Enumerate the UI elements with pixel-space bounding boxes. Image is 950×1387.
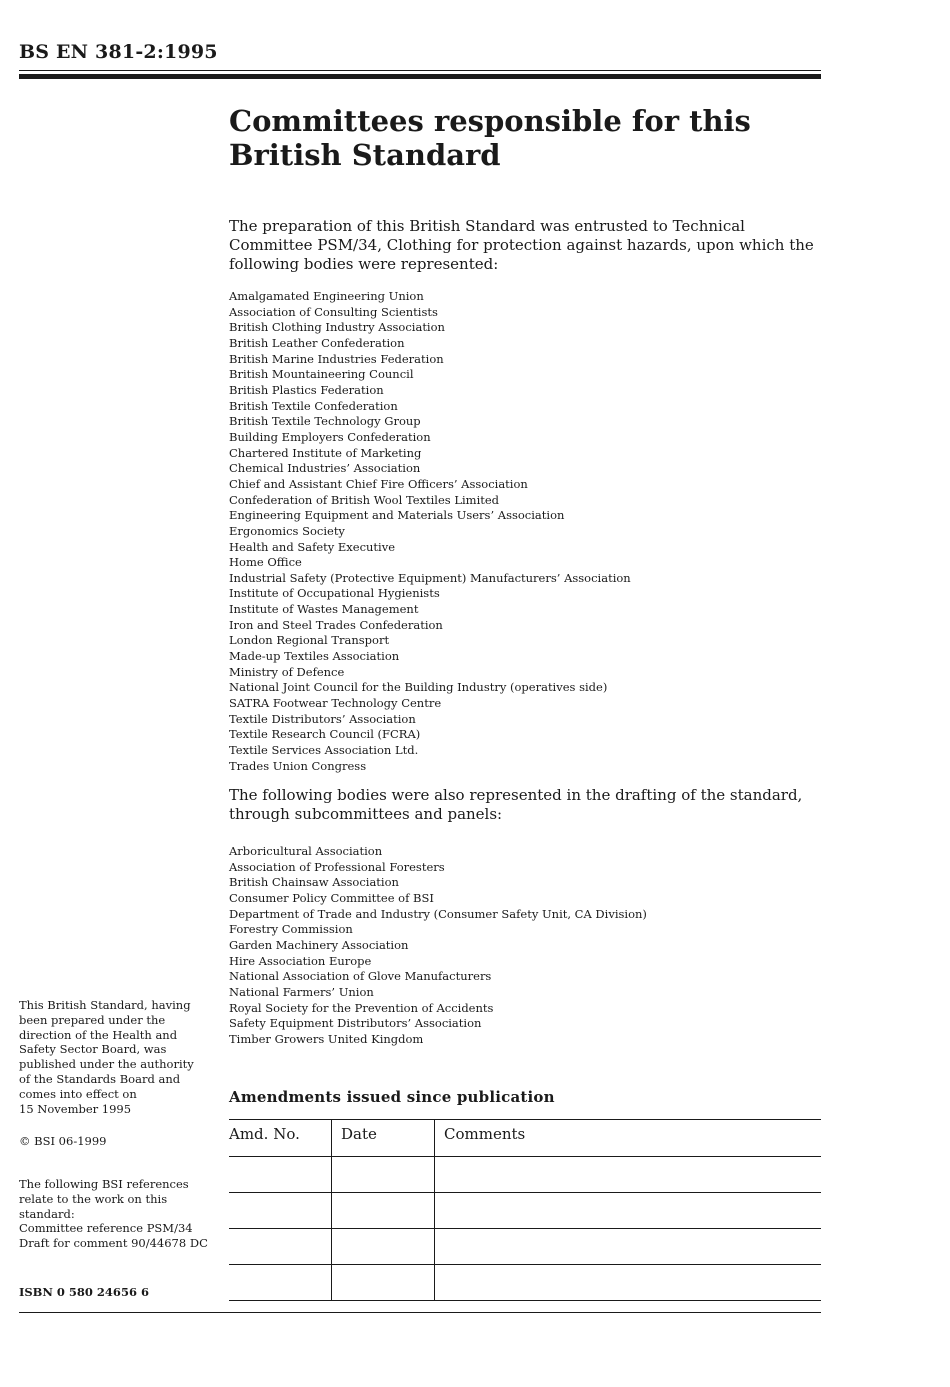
list-item: Department of Trade and Industry (Consumer Safety Unit, CA Division) (229, 906, 647, 921)
publication-note-line: direction of the Health and (19, 1027, 178, 1042)
list-item: Forestry Commission (229, 922, 353, 937)
list-item: National Association of Glove Manufacturers (229, 969, 492, 984)
list-item: Textile Services Association Ltd. (229, 743, 419, 758)
list-item: Institute of Wastes Management (229, 602, 419, 617)
list-item: Health and Safety Executive (229, 539, 396, 554)
list-item: Garden Machinery Association (229, 937, 409, 952)
isbn: ISBN 0 580 24656 6 (19, 1285, 149, 1299)
list-item: SATRA Footwear Technology Centre (229, 696, 442, 711)
list-item: National Farmers’ Union (229, 984, 374, 999)
footer-rule (19, 1312, 821, 1313)
list-item: Safety Equipment Distributors’ Association (229, 1016, 482, 1031)
list-item: Association of Consulting Scientists (229, 304, 438, 319)
list-item: Industrial Safety (Protective Equipment) Manufacturers’ Association (229, 570, 631, 585)
amendments-table (229, 1119, 821, 1301)
header-rule-thick (19, 74, 821, 79)
table-row (229, 1265, 821, 1301)
list-item: Association of Professional Foresters (229, 859, 445, 874)
table-cell (332, 1157, 435, 1193)
list-item: Timber Growers United Kingdom (229, 1031, 424, 1046)
table-cell (229, 1265, 332, 1301)
copyright-notice: © BSI 06-1999 (19, 1134, 107, 1148)
standard-number: BS EN 381-2:1995 (19, 41, 218, 63)
list-item: British Mountaineering Council (229, 367, 414, 382)
list-item: Ergonomics Society (229, 523, 345, 538)
list-item: Chartered Institute of Marketing (229, 445, 422, 460)
page-title-line-2: British Standard (229, 138, 501, 172)
list-item: British Leather Confederation (229, 335, 405, 350)
page-title (229, 104, 819, 172)
list-item: Textile Distributors’ Association (229, 711, 416, 726)
publication-note-line: published under the authority (19, 1057, 194, 1072)
table-cell (435, 1229, 822, 1265)
drafting-paragraph: The following bodies were also represented in the drafting of the standard, through subcommittees and panels: (229, 786, 803, 823)
table-row (229, 1229, 821, 1265)
table-cell (332, 1229, 435, 1265)
page-title-line-1: Committees responsible for this (229, 104, 751, 138)
list-item: Arboricultural Association (229, 844, 383, 858)
publication-note-line: Safety Sector Board, was (19, 1042, 167, 1057)
list-item: Home Office (229, 555, 302, 570)
reference-line: The following BSI references (19, 1177, 189, 1191)
column-header-comments: Comments (435, 1120, 822, 1157)
table-row (229, 1193, 821, 1229)
list-item: British Plastics Federation (229, 382, 384, 397)
table-cell (229, 1229, 332, 1265)
bsi-references (19, 1177, 219, 1251)
list-item: British Clothing Industry Association (229, 320, 445, 335)
list-item: Textile Research Council (FCRA) (229, 727, 421, 742)
list-item: Chemical Industries’ Association (229, 461, 421, 476)
list-item: British Marine Industries Federation (229, 351, 444, 366)
list-item: Engineering Equipment and Materials Users’ Association (229, 508, 565, 523)
list-item: Amalgamated Engineering Union (229, 289, 424, 303)
publication-note-line: comes into effect on (19, 1086, 137, 1101)
table-cell (332, 1265, 435, 1301)
list-item: Chief and Assistant Chief Fire Officers’ Association (229, 476, 528, 491)
list-item: London Regional Transport (229, 633, 390, 648)
publication-note-line: been prepared under the (19, 1012, 166, 1027)
list-item: Hire Association Europe (229, 953, 372, 968)
list-item: Iron and Steel Trades Confederation (229, 617, 443, 632)
publication-note-line: of the Standards Board and (19, 1071, 181, 1086)
publication-note-line: 15 November 1995 (19, 1101, 132, 1116)
table-cell (435, 1265, 822, 1301)
table-row (229, 1157, 821, 1193)
intro-paragraph: The preparation of this British Standard was entrusted to Technical Committee PSM/34, Clothing for protection against hazards, upon which the following bodies were represented: (229, 217, 814, 273)
list-item: British Textile Confederation (229, 398, 398, 413)
amendments-header-row (229, 1120, 821, 1157)
column-header-amd-no: Amd. No. (229, 1120, 332, 1157)
header-rule-thin (19, 70, 821, 71)
represented-bodies-list (229, 289, 631, 774)
reference-line: standard: (19, 1206, 75, 1221)
drafting-bodies-list (229, 844, 647, 1048)
table-cell (435, 1157, 822, 1193)
reference-line: Committee reference PSM/34 (19, 1221, 193, 1236)
publication-note-line: This British Standard, having (19, 998, 191, 1012)
list-item: Made-up Textiles Association (229, 649, 400, 664)
table-cell (332, 1193, 435, 1229)
list-item: British Chainsaw Association (229, 875, 399, 890)
reference-line: relate to the work on this (19, 1191, 168, 1206)
reference-line: Draft for comment 90/44678 DC (19, 1236, 208, 1251)
publication-note (19, 998, 219, 1116)
list-item: National Joint Council for the Building Industry (operatives side) (229, 680, 608, 695)
list-item: Royal Society for the Prevention of Accidents (229, 1000, 494, 1015)
list-item: Trades Union Congress (229, 758, 367, 773)
column-header-date: Date (332, 1120, 435, 1157)
table-cell (435, 1193, 822, 1229)
list-item: British Textile Technology Group (229, 414, 421, 429)
list-item: Institute of Occupational Hygienists (229, 586, 440, 601)
table-cell (229, 1193, 332, 1229)
table-cell (229, 1157, 332, 1193)
list-item: Building Employers Confederation (229, 429, 431, 444)
list-item: Consumer Policy Committee of BSI (229, 890, 434, 905)
amendments-title: Amendments issued since publication (229, 1088, 555, 1106)
list-item: Ministry of Defence (229, 664, 345, 679)
list-item: Confederation of British Wool Textiles Limited (229, 492, 500, 507)
